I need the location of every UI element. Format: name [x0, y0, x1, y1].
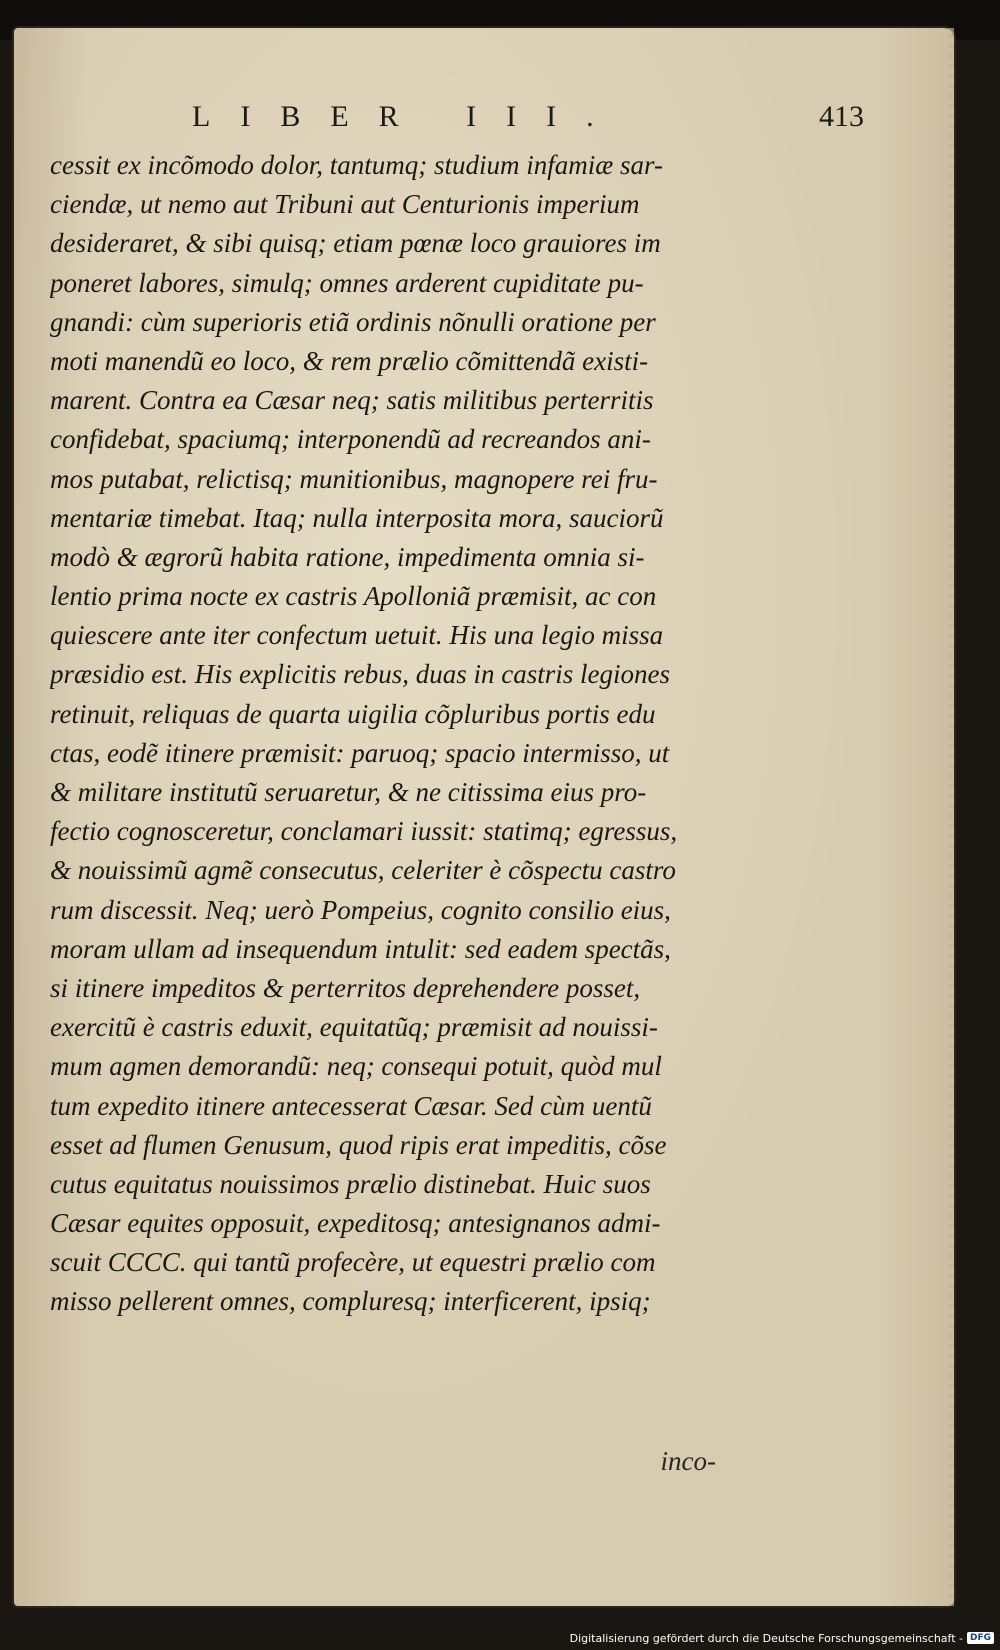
- text-line: gnandi: cùm superioris etiã ordinis nõnulli oratione per: [50, 306, 656, 337]
- text-line: tum expedito itinere antecesserat Cæsar. Sed cùm uentũ: [50, 1090, 652, 1121]
- text-line: fectio cognosceretur, conclamari iussit: statimq; egressus,: [50, 816, 678, 847]
- text-line: cessit ex incõmodo dolor, tantumq; studium infamiæ sar-: [50, 150, 663, 180]
- text-line: mentariæ timebat. Itaq; nulla interposita mora, sauciorũ: [50, 502, 664, 533]
- text-line: misso pellerent omnes, compluresq; interficerent, ipsiq;: [50, 1286, 651, 1317]
- page-edge: [948, 28, 954, 1606]
- text-line: mos putabat, relictisq; munitionibus, magnopere rei fru-: [50, 463, 658, 494]
- text-line: moti manendũ eo loco, & rem prælio cõmittendã existi-: [50, 345, 649, 376]
- text-line: moram ullam ad insequendum intulit: sed eadem spectãs,: [50, 933, 671, 964]
- digitization-credit: [570, 1629, 994, 1647]
- text-line: lentio prima nocte ex castris Apolloniã præmisit, ac con: [50, 581, 657, 612]
- text-line: retinuit, reliquas de quarta uigilia cõpluribus portis edu: [50, 698, 656, 729]
- text-line: si itinere impeditos & perterritos deprehendere posset,: [50, 972, 641, 1003]
- text-line: poneret labores, simulq; omnes arderent cupiditate pu-: [50, 267, 644, 298]
- text-line: modò & ægrorũ habita ratione, impedimenta omnia si-: [50, 541, 645, 572]
- text-line: cutus equitatus nouissimos prælio distinebat. Huic suos: [50, 1168, 651, 1199]
- text-line: Cæsar equites opposuit, expeditosq; antesignanos admi-: [50, 1208, 661, 1239]
- text-line: præsidio est. His explicitis rebus, duas in castris legiones: [50, 659, 670, 690]
- text-line: exercitũ è castris eduxit, equitatũq; præmisit ad nouissi-: [50, 1012, 658, 1043]
- text-line: scuit CCCC. qui tantũ profecère, ut equestri prælio com: [50, 1247, 656, 1278]
- page-header: [14, 100, 954, 140]
- text-line: & nouissimũ agmẽ consecutus, celeriter è cõspectu castro: [50, 855, 676, 886]
- text-line: mum agmen demorandũ: neq; consequi potuit, quòd mul: [50, 1051, 662, 1082]
- text-line: confidebat, spaciumq; interponendũ ad recreandos ani-: [50, 424, 651, 455]
- text-line: esset ad flumen Genusum, quod ripis erat impeditis, cõse: [50, 1129, 667, 1160]
- credit-text: Digitalisierung gefördert durch die Deutsche Forschungsgemeinschaft -: [569, 1631, 963, 1645]
- text-line: rum discessit. Neq; uerò Pompeius, cognito consilio eius,: [50, 894, 671, 925]
- text-line: marent. Contra ea Cæsar neq; satis militibus perterritis: [50, 385, 654, 416]
- text-line: quiescere ante iter confectum uetuit. His una legio missa: [50, 620, 664, 651]
- text-line: ctas, eodẽ itinere præmisit: paruoq; spacio intermisso, ut: [50, 737, 670, 768]
- body-text: [50, 146, 770, 1322]
- book-page: [14, 28, 954, 1606]
- catchword: inco-: [660, 1446, 716, 1476]
- text-line: desideraret, & sibi quisq; etiam pœnæ loco grauiores im: [50, 228, 661, 259]
- page-number: 413: [819, 100, 864, 133]
- running-head: LIBER III.: [192, 100, 624, 133]
- text-line: ciendæ, ut nemo aut Tribuni aut Centurionis imperium: [50, 189, 640, 220]
- dfg-logo-icon: DFG: [967, 1632, 994, 1644]
- text-line: & militare institutũ seruaretur, & ne citissima eius pro-: [50, 777, 647, 807]
